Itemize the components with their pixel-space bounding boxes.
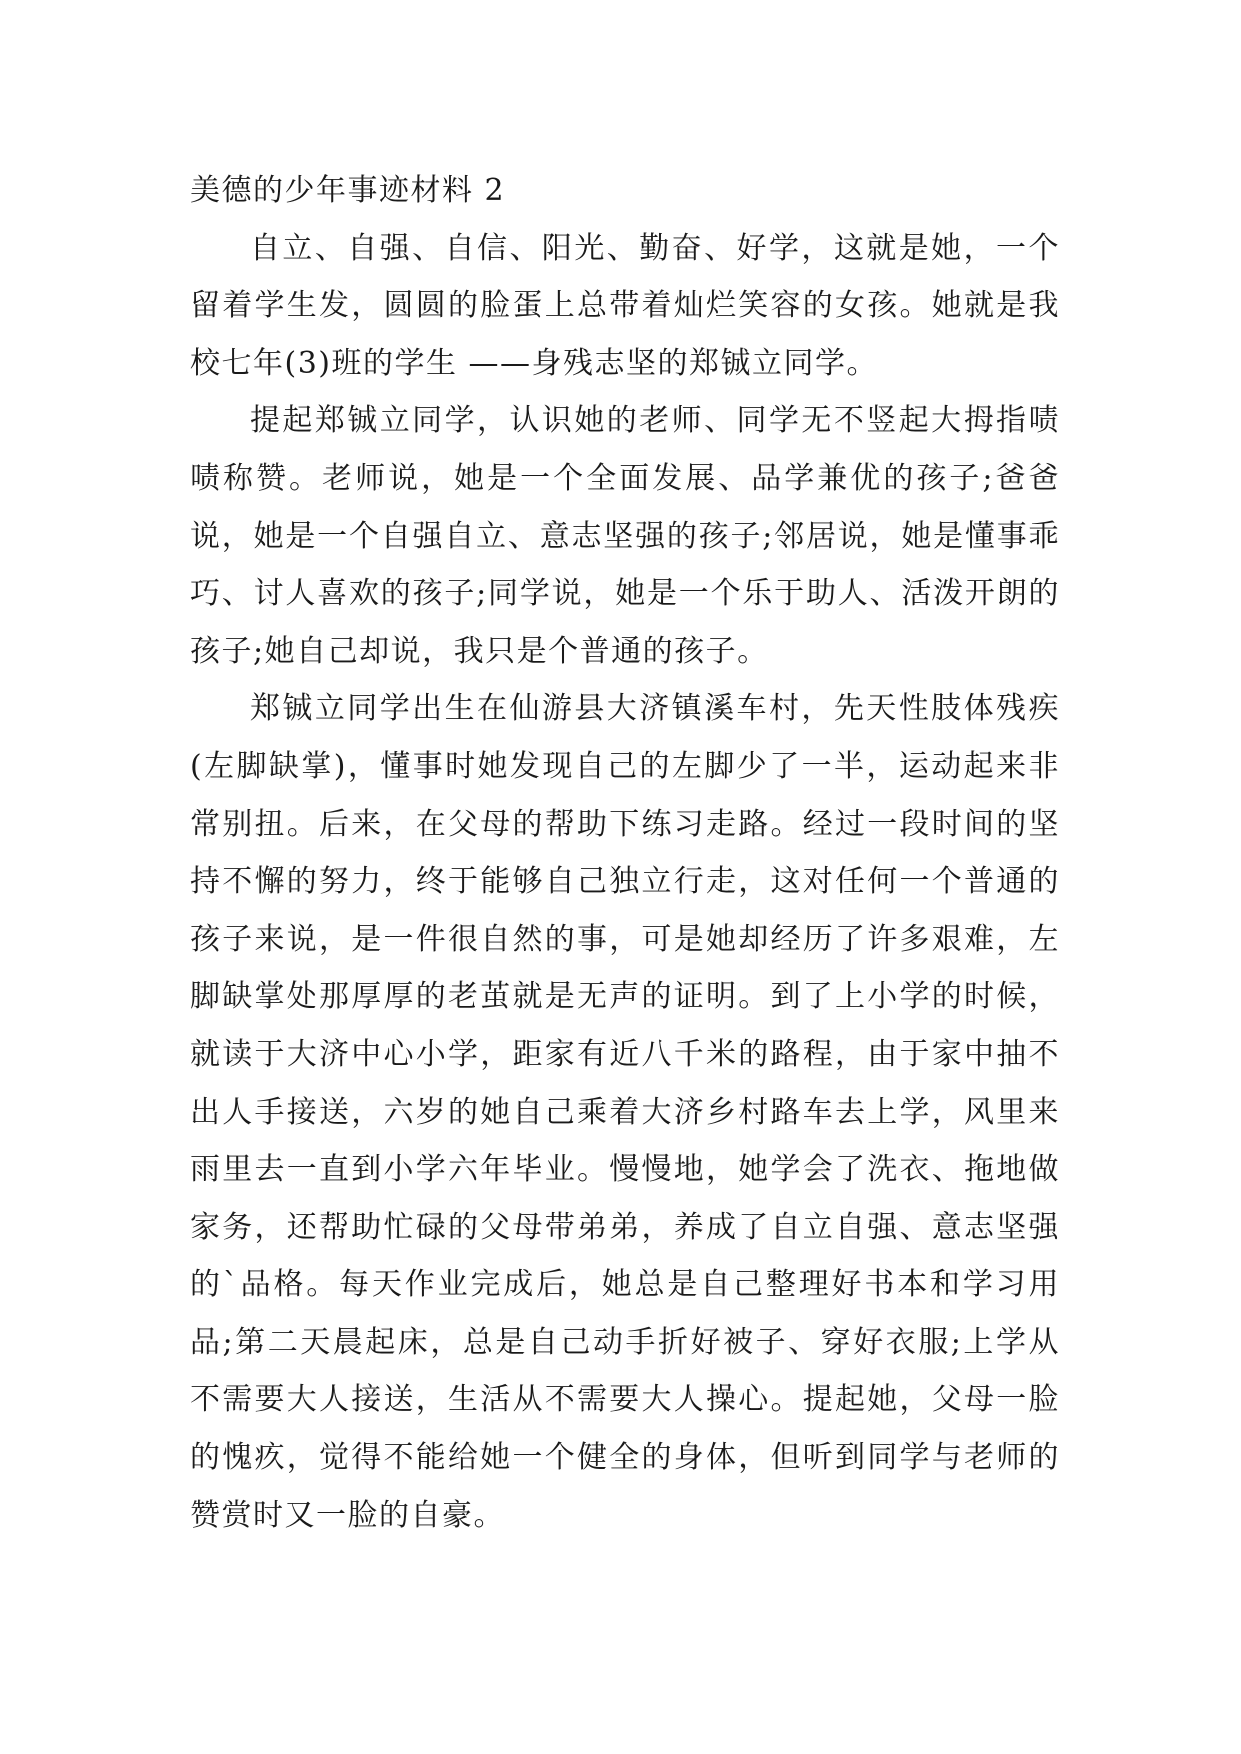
paragraph-story: 郑铖立同学出生在仙游县大济镇溪车村，先天性肢体残疾(左脚缺掌)，懂事时她发现自己的左脚少了一半，运动起来非常别扭。后来，在父母的帮助下练习走路。经过一段时间的坚持不懈的努力，终于能够自己独立行走，这对任何一个普通的孩子来说，是一件很自然的事，可是她却经历了许多艰难，左脚缺掌处那厚厚的老茧就是无声的证明。到了上小学的时候，就读于大济中心小学，距家有近八千米的路程，由于家中抽不出人手接送，六岁的她自己乘着大济乡村路车去上学，风里来雨里去一直到小学六年毕业。慢慢地，她学会了洗衣、拖地做家务，还帮助忙碌的父母带弟弟，养成了自立自强、意志坚强的`品格。每天作业完成后，她总是自己整理好书本和学习用品;第二天晨起床，总是自己动手折好被子、穿好衣服;上学从不需要大人接送，生活从不需要大人操心。提起她，父母一脸的愧疚，觉得不能给她一个健全的身体，但听到同学与老师的赞赏时又一脸的自豪。 — [190, 691, 1060, 1533]
paragraph-intro: 自立、自强、自信、阳光、勤奋、好学，这就是她，一个留着学生发，圆圆的脸蛋上总带着灿烂笑容的女孩。她就是我校七年(3)班的学生 ——身残志坚的郑铖立同学。 — [190, 230, 1060, 381]
document-body — [190, 162, 1060, 1544]
paragraph-praise: 提起郑铖立同学，认识她的老师、同学无不竖起大拇指啧啧称赞。老师说，她是一个全面发展、品学兼优的孩子;爸爸说，她是一个自强自立、意志坚强的孩子;邻居说，她是懂事乖巧、讨人喜欢的孩子;同学说，她是一个乐于助人、活泼开朗的孩子;她自己却说，我只是个普通的孩子。 — [190, 403, 1060, 669]
document-title: 美德的少年事迹材料 2 — [190, 173, 506, 208]
